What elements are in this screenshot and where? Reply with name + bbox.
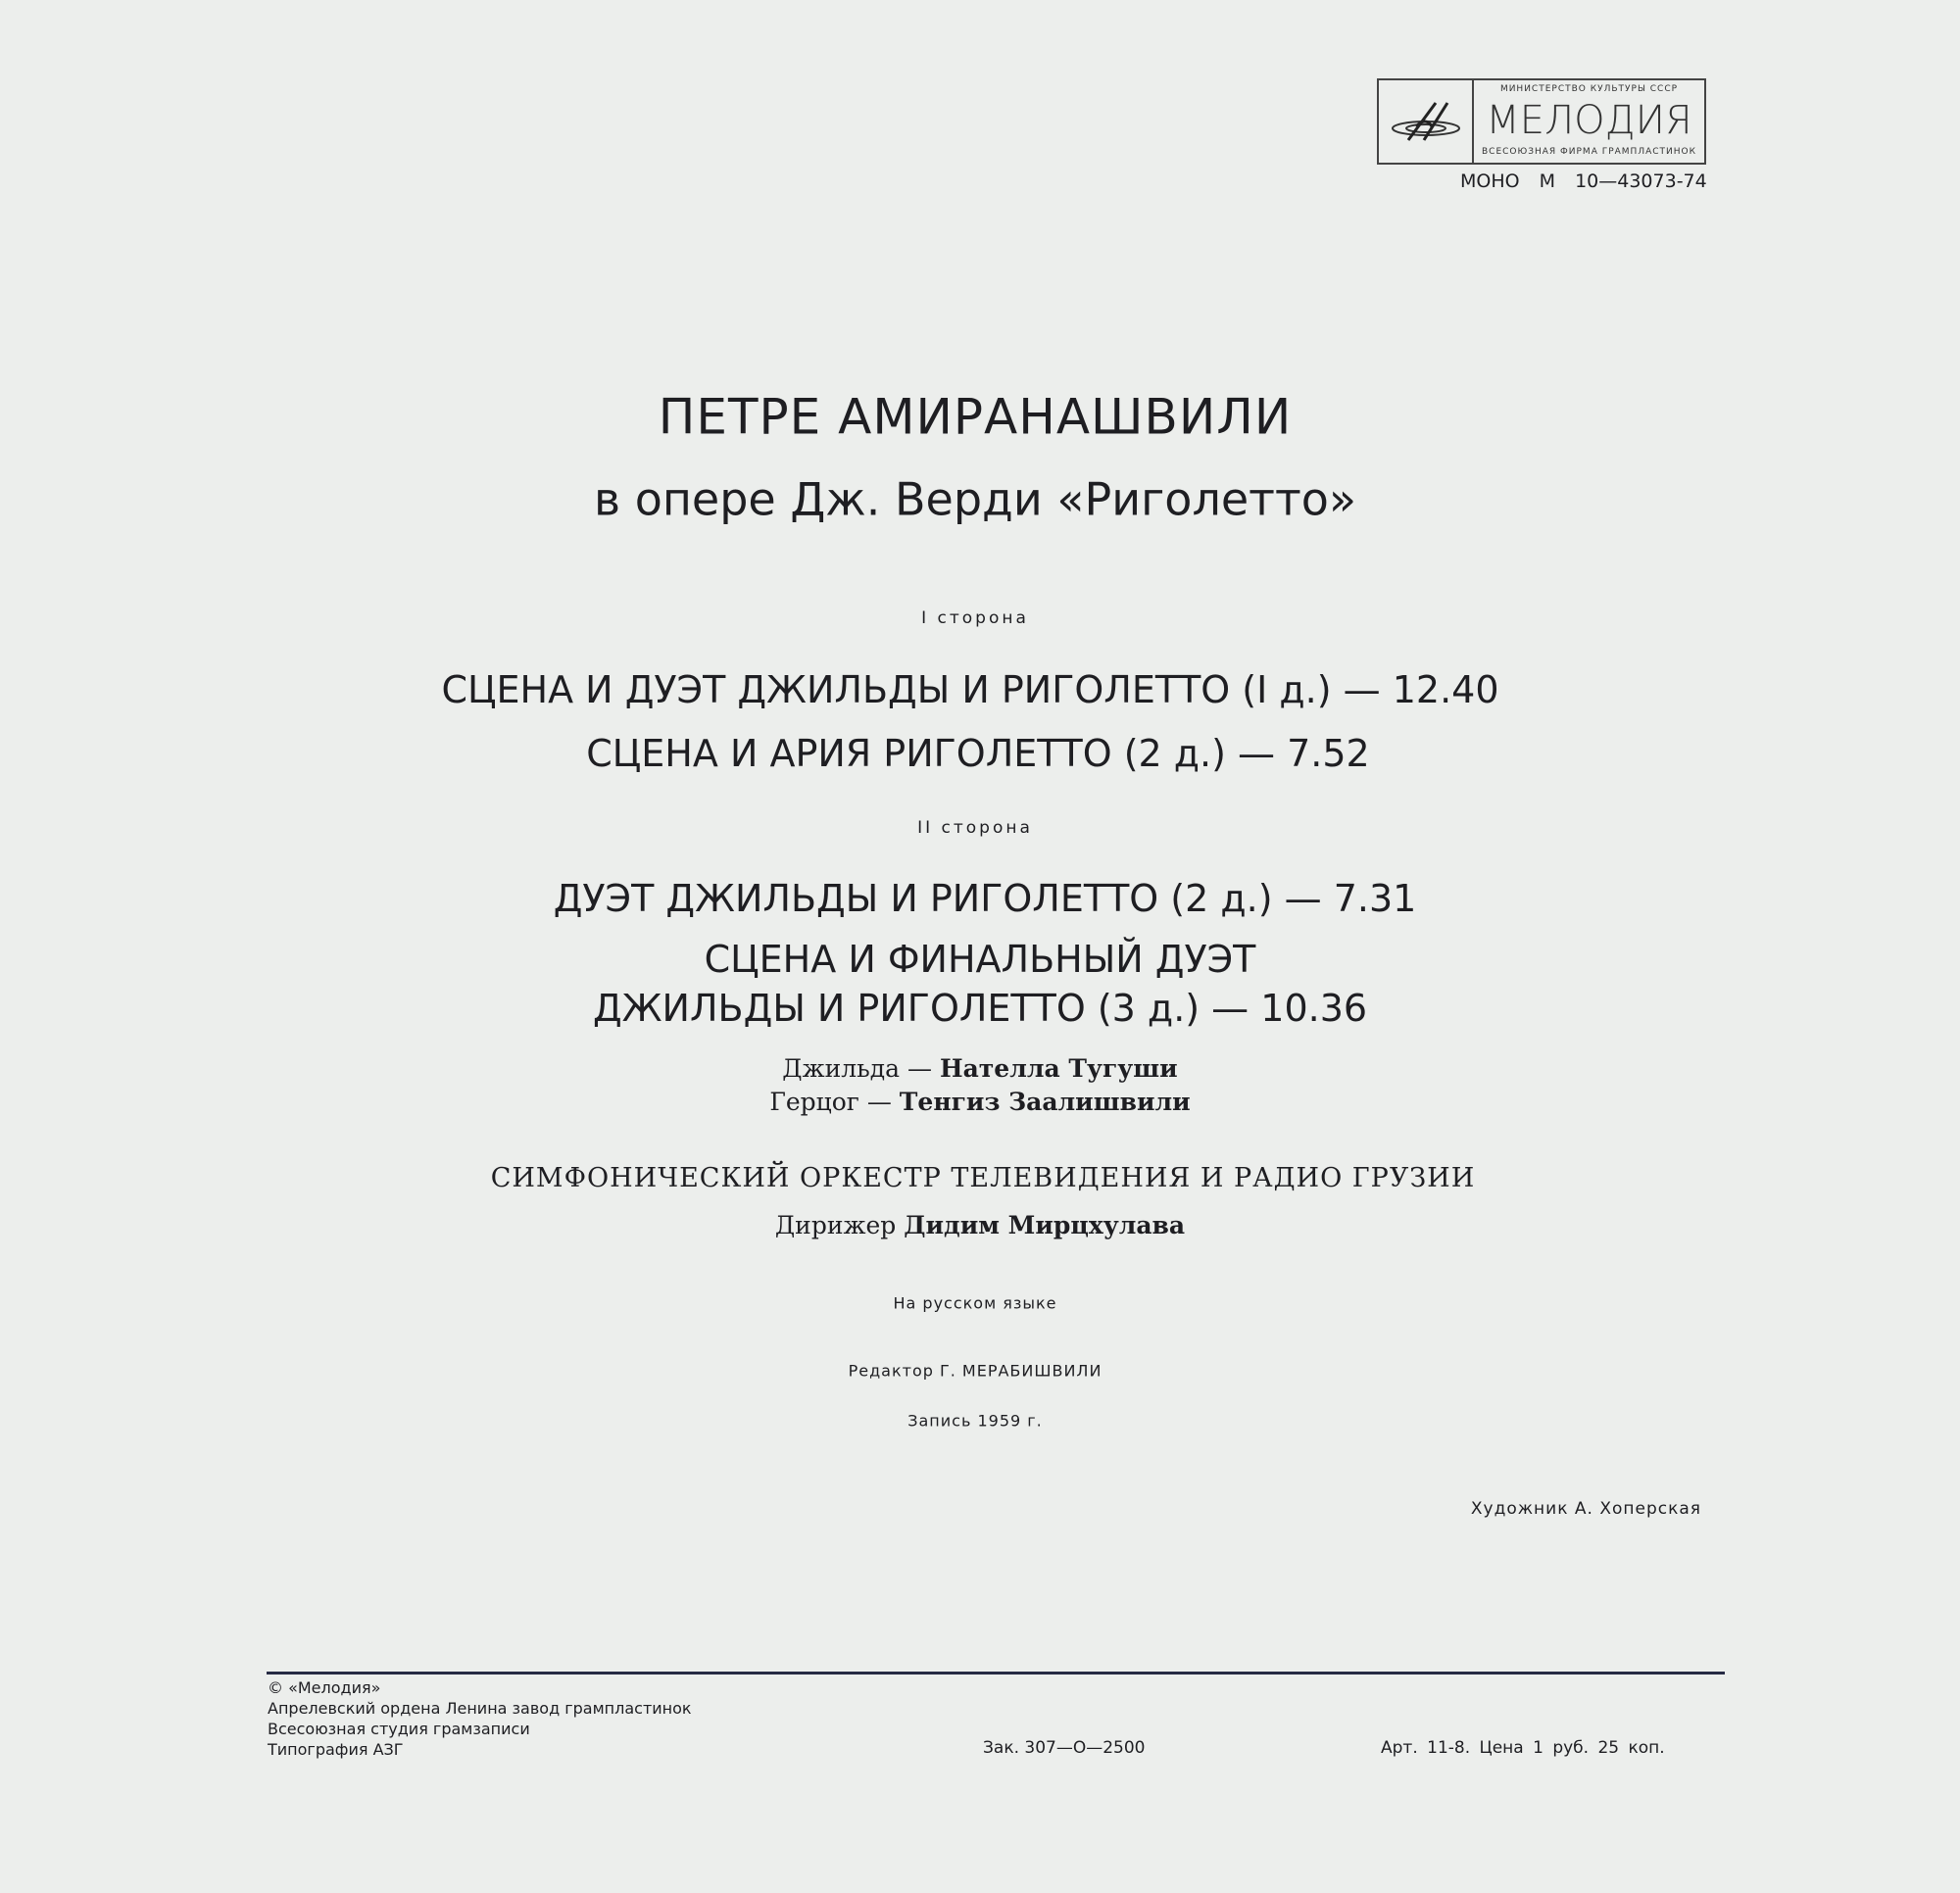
track: СЦЕНА И АРИЯ РИГОЛЕТТО (2 д.) — 7.52: [586, 732, 1370, 776]
album-subtitle: в опере Дж. Верди «Риголетто»: [593, 472, 1357, 526]
firm-text: ВСЕСОЮЗНАЯ ФИРМА ГРАМПЛАСТИНОК: [1481, 147, 1696, 157]
recording-year: Запись 1959 г.: [907, 1411, 1043, 1431]
brand-text: МЕЛОДИЯ: [1486, 98, 1692, 143]
melodiya-emblem-icon: [1379, 80, 1474, 163]
editor: Редактор Г. МЕРАБИШВИЛИ: [848, 1361, 1102, 1381]
cast-line: Герцог — Тенгиз Заалишвили: [769, 1087, 1191, 1116]
track: ДЖИЛЬДЫ И РИГОЛЕТТО (3 д.) — 10.36: [592, 987, 1368, 1031]
track: СЦЕНА И ФИНАЛЬНЫЙ ДУЭТ: [704, 938, 1256, 982]
cast-line: Джильда — Нателла Тугуши: [782, 1053, 1178, 1083]
footer-line: © «Мелодия»: [268, 1678, 381, 1697]
artist-credit: Художник А. Хоперская: [1470, 1499, 1701, 1519]
melodiya-logo: [1377, 78, 1706, 165]
track: СЦЕНА И ДУЭТ ДЖИЛЬДЫ И РИГОЛЕТТО (I д.) — 12.40: [441, 668, 1499, 712]
ministry-text: МИНИСТЕРСТВО КУЛЬТУРЫ СССР: [1499, 84, 1679, 94]
orchestra: СИМФОНИЧЕСКИЙ ОРКЕСТР ТЕЛЕВИДЕНИЯ И РАДИО ГРУЗИИ: [490, 1163, 1476, 1194]
order-number: Зак. 307—О—2500: [983, 1738, 1146, 1758]
album-title: ПЕТРЕ АМИРАНАШВИЛИ: [658, 388, 1293, 446]
catalog-code: М 10—43073-74: [1539, 170, 1707, 192]
side-1-label: I сторона: [921, 607, 1029, 628]
footer-line: Типография АЗГ: [268, 1740, 404, 1759]
format: МОНО: [1460, 170, 1520, 192]
footer-line: Апрелевский ордена Ленина завод грампластинок: [268, 1699, 692, 1718]
divider: [267, 1672, 1725, 1675]
language: На русском языке: [893, 1293, 1057, 1313]
catalog-number: [1460, 170, 1707, 193]
conductor: Дирижер Дидим Мирцхулава: [774, 1210, 1186, 1239]
track: ДУЭТ ДЖИЛЬДЫ И РИГОЛЕТТО (2 д.) — 7.31: [553, 877, 1417, 921]
footer-line: Всесоюзная студия грамзаписи: [268, 1720, 530, 1738]
side-2-label: II сторона: [917, 817, 1033, 838]
price: Арт. 11-8. Цена 1 руб. 25 коп.: [1381, 1738, 1665, 1758]
